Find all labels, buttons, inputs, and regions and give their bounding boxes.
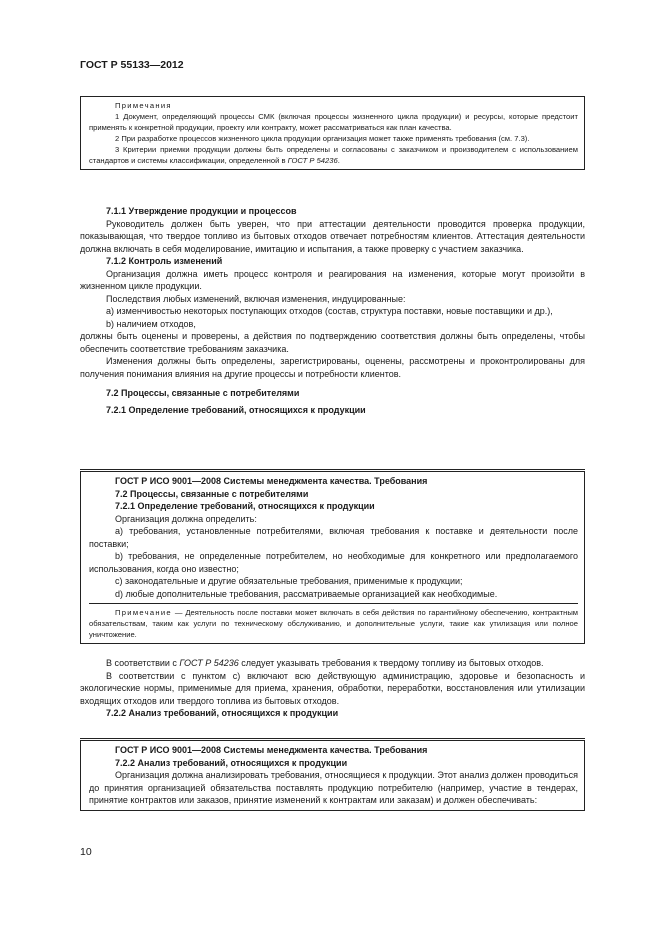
box1-line3: 7.2.1 Определение требований, относящихся к продукции: [115, 501, 375, 511]
box1-top-rule: [80, 469, 585, 470]
s712-a: а) изменчивостью некоторых поступающих отходов (состав, структура поставки, новые поставщики и др.),: [106, 306, 553, 316]
note-item-1: 1 Документ, определяющий процессы СМК (включая процессы жизненного цикла продукции) и ресурсы, которые предстоит применять к конкретной продукции, проекту или контракту, может рассматриваться как план качества.: [89, 112, 578, 132]
s712-title: 7.1.2 Контроль изменений: [106, 256, 223, 266]
box1-line2: 7.2 Процессы, связанные с потребителями: [115, 488, 309, 499]
box1-note-label: Примечание: [115, 608, 172, 617]
notes-box: [80, 96, 585, 170]
s712-p3: должны быть оценены и проверены, а действия по подтверждению соответствия должны быть определены, чтобы обеспечить соответствие требованиям заказчика.: [80, 331, 585, 354]
s72-title: 7.2 Процессы, связанные с потребителями: [106, 388, 300, 398]
s712-b: b) наличием отходов,: [106, 318, 196, 329]
s712-p2: Последствия любых изменений, включая изменения, индуцированные:: [106, 293, 406, 304]
s721-title: 7.2.1 Определение требований, относящихся к продукции: [106, 404, 366, 415]
box1-item-b: b) требования, не определенные потребителем, но необходимые для конкретного или предполагаемого использования, когда оно известно;: [89, 551, 578, 574]
box2-line1: ГОСТ Р ИСО 9001—2008 Системы менеджмента качества. Требования: [115, 745, 428, 755]
box2-line2: 7.2.2 Анализ требований, относящихся к продукции: [115, 757, 348, 768]
s712-p4: Изменения должны быть определены, зарегистрированы, оценены, рассмотрены и проконтролированы для получения понимания влияния на другие процессы и потребности клиентов.: [80, 356, 585, 379]
box2-text: Организация должна анализировать требования, относящиеся к продукции. Этот анализ должен проводиться до принятия организацией обязательства поставлять продукцию потребителю (например, участие в тендерах, принятие контрактов или заказов, принятие изменений к контрактам или заказам) и должен обеспечивать:: [89, 770, 578, 805]
box1-item-a: а) требования, установленные потребителями, включая требования к поставке и деятельности после поставки;: [89, 526, 578, 549]
quote-box-2: [80, 740, 585, 811]
s722-title: 7.2.2 Анализ требований, относящихся к продукции: [106, 708, 339, 718]
box1-line1: ГОСТ Р ИСО 9001—2008 Системы менеджмента качества. Требования: [115, 476, 428, 486]
after-box1-ref: ГОСТ Р 54236: [179, 658, 239, 668]
main-text-block: [80, 205, 585, 416]
box1-note: Примечание — Деятельность после поставки может включать в себя действия по гарантийному обеспечению, контрактным обязательствам, таким как услуги по техническому обслуживанию, и дополнительные услуги, такие как утилизация или полное уничтожение.: [89, 608, 578, 639]
quote-box-1-wrapper: [80, 467, 585, 644]
quote-box-2-wrapper: [80, 736, 585, 811]
notes-heading: Примечания: [115, 101, 172, 110]
s712-p1: Организация должна иметь процесс контроля и реагирования на изменения, которые могут произойти в жизненном цикле продукции.: [80, 268, 585, 291]
running-header: ГОСТ Р 55133—2012: [80, 59, 184, 71]
note-item-3: 3 Критерии приемки продукции должны быть определены и согласованы с заказчиком и производителем с использованием стандартов и системы классификации, определенной в ГОСТ Р 54236.: [89, 145, 578, 165]
quote-box-1: [80, 471, 585, 644]
box1-item-d: d) любые дополнительные требования, рассматриваемые организацией как необходимые.: [115, 588, 498, 599]
note-item-2: 2 При разработке процессов жизненного цикла продукции организация может также применять требования (см. 7.3).: [115, 134, 530, 143]
s711-text: Руководитель должен быть уверен, что при аттестации деятельности проводится проверка продукции, показывающая, что твердое топливо из бытовых отходов отвечает потребностям клиентов. Аттестация деятельности должна включать в себя моделирование, имитацию и испытания, а также проверку с участием заказчика.: [80, 218, 585, 254]
box1-divider: [89, 603, 578, 604]
after-box1-p2: В соответствии с пунктом с) включают всю действующую администрацию, здоровье и безопасность и экологические нормы, применимые для приема, хранения, обработки, переработки, восстановления или утилизации входящих отходов или твердого топлива из бытовых отходов.: [80, 670, 585, 706]
s711-title: 7.1.1 Утверждение продукции и процессов: [106, 206, 297, 216]
page-number: 10: [80, 846, 92, 858]
box1-item-c: с) законодательные и другие обязательные требования, применимые к продукции;: [115, 576, 463, 586]
after-box1-p1: В соответствии с ГОСТ Р 54236 следует указывать требования к твердому топливу из бытовых отходов.: [106, 658, 544, 668]
after-box1-text: [80, 657, 585, 720]
note-item-3-ref: ГОСТ Р 54236: [287, 156, 338, 165]
box1-lead: Организация должна определить:: [115, 513, 257, 524]
box2-top-rule: [80, 738, 585, 739]
